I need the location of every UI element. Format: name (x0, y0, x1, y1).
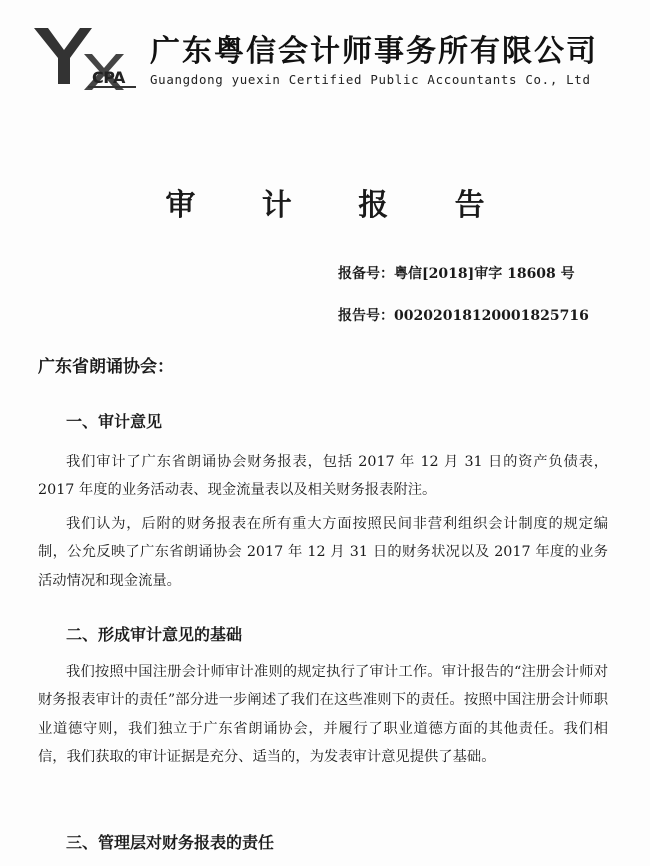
report-title: 审 计 报 告 (165, 188, 513, 223)
company-name-english: Guangdong yuexin Certified Public Accountants Co., Ltd (150, 72, 591, 87)
paragraph-basis: 我们按照中国注册会计师审计准则的规定执行了审计工作。审计报告的“注册会计师对财务报表审计的责任”部分进一步阐述了我们在这些准则下的责任。按照中国注册会计师职业道德守则，我们独立于广东省朗诵协会，并履行了职业道德方面的其他责任。我们相信，我们获取的审计证据是充分、适当的，为发表审计意见提供了基础。 (38, 664, 608, 765)
section-heading-management-responsibility: 三、管理层对财务报表的责任 (66, 833, 275, 852)
section-heading-audit-opinion: 一、审计意见 (66, 412, 163, 431)
company-name-chinese: 广东粤信会计师事务所有限公司 (150, 34, 598, 69)
paragraph-audit-opinion: 我们认为，后附的财务报表在所有重大方面按照民间非营利组织会计制度的规定编制，公允反映了广东省朗诵协会 2017 年 12 月 31 日的财务状况以及 2017 年度的业务活动情况和现金流量。 (38, 516, 608, 589)
filing-number: 报备号：粤信[2018]审字 18608 号 (338, 266, 575, 282)
letterhead (34, 22, 634, 96)
report-number: 报告号：0020201812000182571​6 (338, 308, 589, 324)
firm-logo (34, 28, 136, 90)
section-heading-basis: 二、形成审计意见的基础 (66, 625, 243, 644)
addressee: 广东省朗诵协会： (38, 357, 174, 377)
logo-cpa-text: CPA (92, 68, 125, 87)
paragraph-audit-scope: 我们审计了广东省朗诵协会财务报表，包括 2017 年 12 月 31 日的资产负债表，2017 年度的业务活动表、现金流量表以及相关财务报表附注。 (38, 454, 608, 499)
